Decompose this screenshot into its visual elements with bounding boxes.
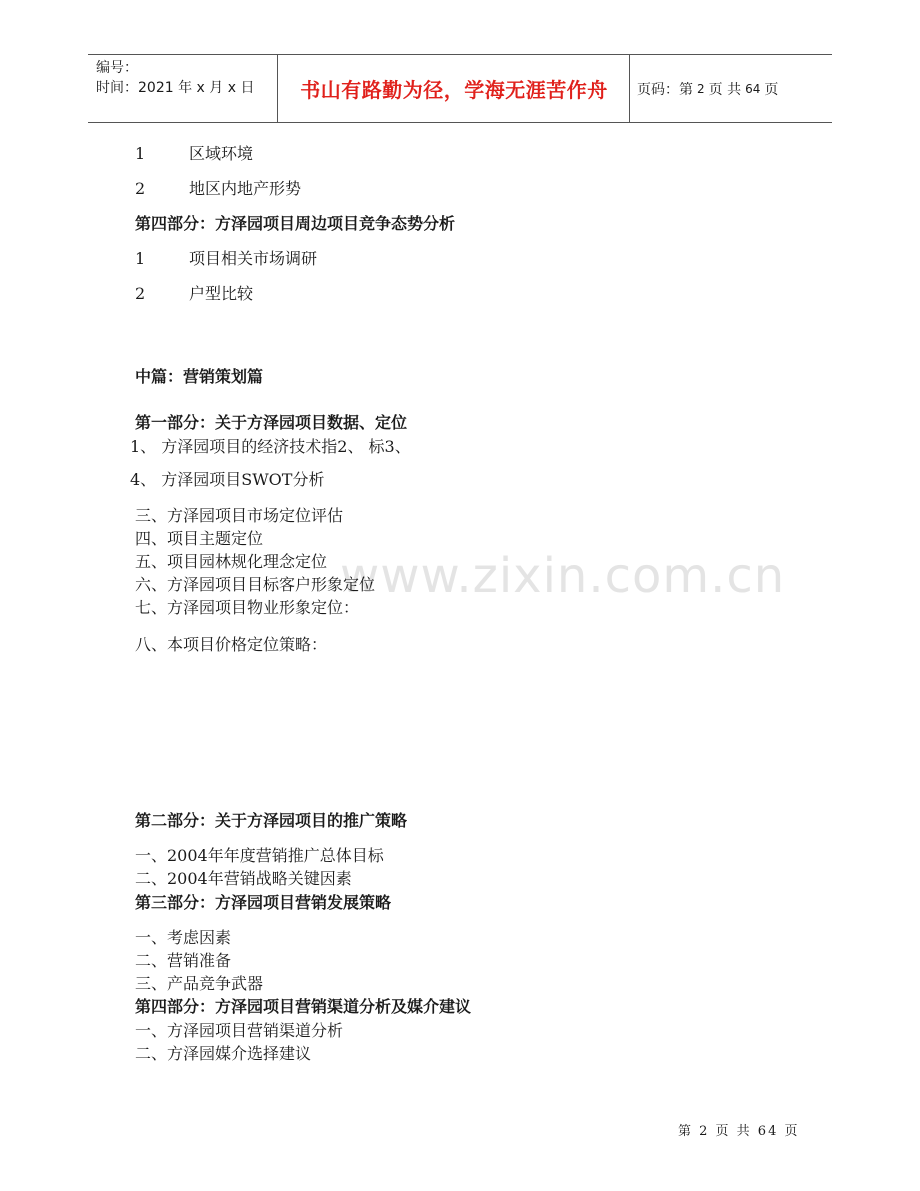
chapter-heading: 中篇：营销策划篇 bbox=[135, 367, 264, 386]
list-item: 2 户型比较 bbox=[135, 284, 254, 303]
header-page-number bbox=[637, 55, 778, 122]
list-item: 三、方泽园项目市场定位评估 bbox=[135, 506, 344, 525]
header-motto: 书山有路勤为径，学海无涯苦作舟 bbox=[300, 78, 608, 102]
watermark: www.zixin.com.cn bbox=[340, 548, 786, 604]
list-item: 一、考虑因素 bbox=[135, 928, 232, 947]
page-mid: 页 共 bbox=[708, 81, 742, 98]
page-footer: 第 2 页 共 64 页 bbox=[678, 1124, 800, 1139]
header-divider bbox=[629, 55, 630, 122]
list-item: 2 地区内地产形势 bbox=[135, 179, 302, 198]
list-item: 二、2004年营销战略关键因素 bbox=[135, 869, 352, 888]
page-current: 2 bbox=[697, 81, 705, 96]
list-item: 三、产品竞争武器 bbox=[135, 974, 264, 993]
section-heading: 第二部分：关于方泽园项目的推广策略 bbox=[135, 811, 408, 830]
list-item: 二、营销准备 bbox=[135, 951, 232, 970]
section-heading: 第三部分：方泽园项目营销发展策略 bbox=[135, 893, 392, 912]
page-total: 64 bbox=[745, 81, 761, 96]
document-time: 时间：2021 年 x 月 x 日 bbox=[96, 80, 255, 96]
page-header bbox=[88, 54, 832, 123]
list-item: 1 区域环境 bbox=[135, 144, 254, 163]
list-item: 八、本项目价格定位策略： bbox=[135, 635, 328, 654]
list-item: 一、方泽园项目营销渠道分析 bbox=[135, 1021, 344, 1040]
section-heading: 第一部分：关于方泽园项目数据、定位 bbox=[135, 413, 408, 432]
list-item: 六、方泽园项目目标客户形象定位 bbox=[135, 575, 376, 594]
page-suffix: 页 bbox=[764, 81, 779, 98]
list-item: 七、方泽园项目物业形象定位： bbox=[135, 598, 360, 617]
list-item: 一、2004年年度营销推广总体目标 bbox=[135, 846, 384, 865]
section-heading: 第四部分：方泽园项目周边项目竞争态势分析 bbox=[135, 214, 456, 233]
list-item: 五、项目园林规化理念定位 bbox=[135, 552, 328, 571]
list-item: 四、项目主题定位 bbox=[135, 529, 264, 548]
list-item: 1、 方泽园项目的经济技术指2、 标3、 bbox=[130, 437, 411, 456]
list-item: 1 项目相关市场调研 bbox=[135, 249, 318, 268]
page-prefix: 页码：第 bbox=[637, 81, 693, 98]
section-heading: 第四部分：方泽园项目营销渠道分析及媒介建议 bbox=[135, 997, 472, 1016]
document-number-label: 编号： bbox=[96, 60, 138, 76]
list-item: 二、方泽园媒介选择建议 bbox=[135, 1044, 312, 1063]
list-item: 4、 方泽园项目SWOT分析 bbox=[130, 470, 325, 489]
header-divider bbox=[277, 55, 278, 122]
header-meta bbox=[96, 58, 276, 98]
